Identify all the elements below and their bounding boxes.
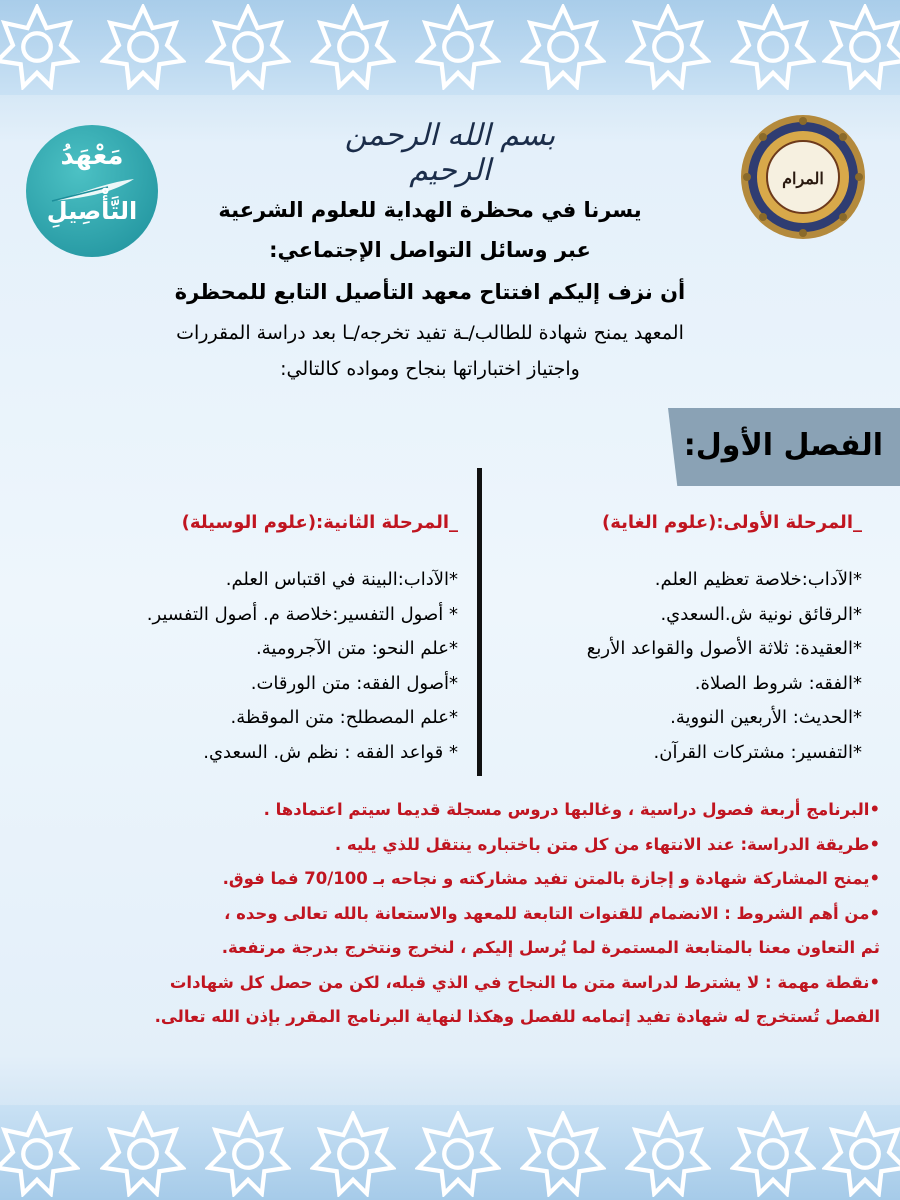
stage-1-item: *التفسير: مشتركات القرآن.	[653, 741, 862, 763]
stage-2-item: *علم النحو: متن الآجرومية.	[256, 638, 458, 659]
note-line: •يمنح المشاركة شهادة و إجازة بالمتن تفيد مشاركته و نجاحه بـ 70/100 فما فوق.	[222, 869, 880, 888]
star-ornament-icon	[415, 4, 501, 90]
stage-1-item: *الفقه: شروط الصلاة.	[694, 672, 862, 694]
stage-2-item: * أصول التفسير:خلاصة م. أصول التفسير.	[146, 603, 458, 625]
star-ornament-icon	[205, 4, 291, 90]
note-line: •البرنامج أربعة فصول دراسية ، وغالبها دروس مسجلة قديما سيتم اعتمادها .	[263, 800, 880, 819]
column-divider	[477, 468, 482, 776]
star-ornament-icon	[100, 4, 186, 90]
star-ornament-icon	[310, 4, 396, 90]
stage-2-item: *الآداب:البينة في اقتباس العلم.	[225, 569, 458, 590]
stage-1-item: *الحديث: الأربعين النووية.	[670, 707, 862, 728]
note-line: •نقطة مهمة : لا يشترط لدراسة متن ما النجاح في الذي قبله، لكن من حصل كل شهادات	[169, 972, 880, 992]
almaram-emblem-logo	[738, 112, 868, 242]
star-ornament-icon	[0, 4, 80, 90]
star-ornament-icon	[100, 1111, 186, 1197]
bismillah-calligraphy: بسم الله الرحمن الرحيم	[344, 118, 556, 188]
stage-1-item: *الآداب:خلاصة تعظيم العلم.	[654, 569, 862, 590]
star-ornament-icon	[625, 1111, 711, 1197]
intro-line-4: المعهد يمنح شهادة للطالب/ـة تفيد تخرجه/ـا بعد دراسة المقررات	[176, 322, 684, 344]
stage-2-item: *علم المصطلح: متن الموقظة.	[230, 707, 458, 728]
intro-line-3: أن نزف إليكم افتتاح معهد التأصيل التابع للمحظرة	[174, 280, 686, 304]
star-ornament-icon	[625, 4, 711, 90]
note-line: الفصل تُستخرج له شهادة تفيد إتمامه للفصل وهكذا لنهاية البرنامج المقرر بإذن الله تعالى.	[154, 1007, 880, 1026]
logo-left-line1: مَعْهَدُ	[60, 141, 124, 171]
stage-1-column	[490, 512, 862, 770]
stage-1-heading: _المرحلة الأولى:(علوم الغاية)	[602, 512, 862, 533]
star-ornament-icon	[730, 1111, 816, 1197]
bottom-ornament-band	[0, 1105, 900, 1200]
stage-2-column	[80, 512, 458, 770]
intro-line-1: يسرنا في محظرة الهداية للعلوم الشرعية	[218, 198, 642, 222]
stage-2-item: * قواعد الفقه : نظم ش. السعدي.	[203, 741, 458, 763]
top-ornament-band	[0, 0, 900, 95]
logo-left-line2: التَّأْصِيلِ	[46, 197, 138, 225]
star-ornament-icon	[730, 4, 816, 90]
star-ornament-icon	[822, 1111, 900, 1197]
note-line: •طريقة الدراسة: عند الانتهاء من كل متن باختباره ينتقل للذي يليه .	[334, 834, 880, 854]
star-ornament-icon	[415, 1111, 501, 1197]
notes-list	[0, 793, 880, 1035]
intro-line-2: عبر وسائل التواصل الإجتماعي:	[269, 238, 591, 262]
stage-2-heading: _المرحلة الثانية:(علوم الوسيلة)	[181, 512, 458, 533]
stage-1-item: *العقيدة: ثلاثة الأصول والقواعد الأربع	[586, 638, 862, 659]
note-line: ثم التعاون معنا بالمتابعة المستمرة لما يُرسل إليكم ، لنخرج ونتخرج بدرجة مرتفعة.	[221, 938, 880, 957]
star-ornament-icon	[520, 1111, 606, 1197]
intro-line-5: واجتياز اختباراتها بنجاح ومواده كالتالي:	[280, 358, 580, 380]
section-title: الفصل الأول:	[683, 428, 883, 463]
star-ornament-icon	[0, 1111, 80, 1197]
stage-1-item: *الرقائق نونية ش.السعدي.	[660, 603, 862, 625]
star-ornament-icon	[520, 4, 606, 90]
star-ornament-icon	[310, 1111, 396, 1197]
star-ornament-icon	[822, 4, 900, 90]
logo-right-text: المرام	[782, 169, 824, 188]
note-line: •من أهم الشروط : الانضمام للقنوات التابعة للمعهد والاستعانة بالله تعالى وحده ،	[224, 903, 880, 923]
taseel-institute-logo	[26, 125, 158, 257]
stage-2-item: *أصول الفقه: متن الورقات.	[250, 672, 458, 694]
star-ornament-icon	[205, 1111, 291, 1197]
